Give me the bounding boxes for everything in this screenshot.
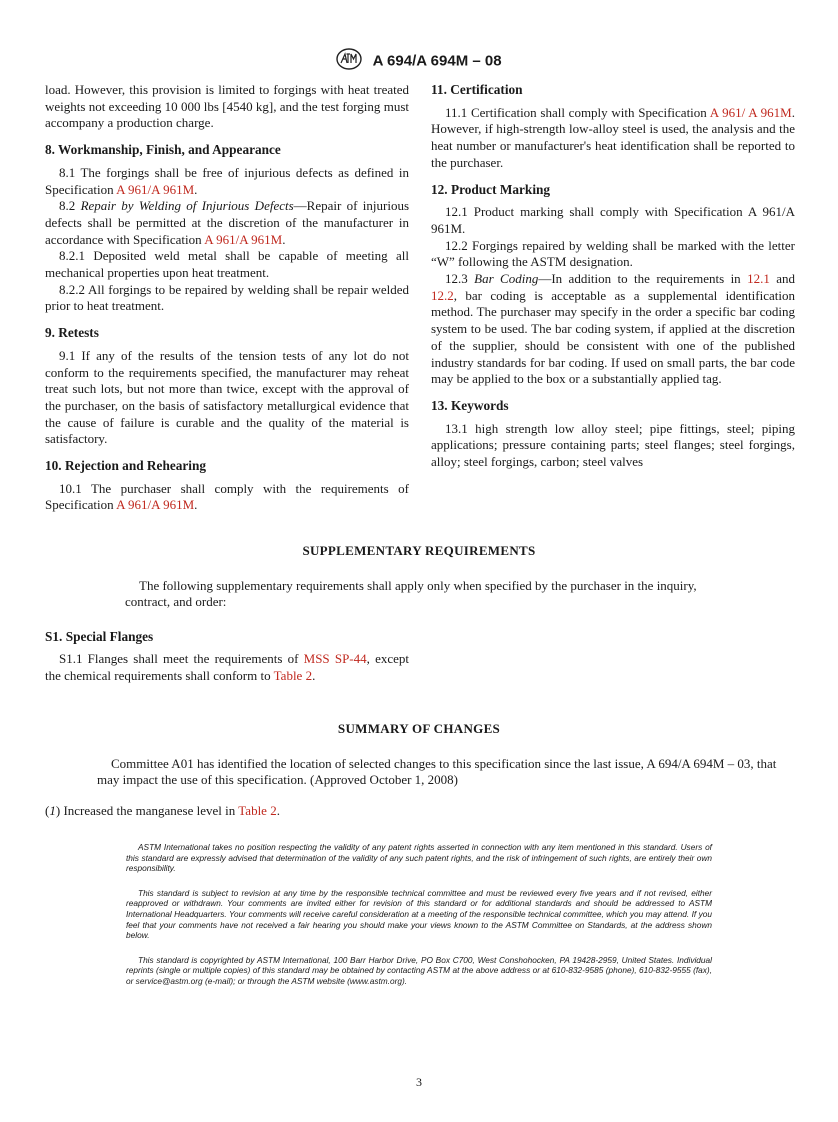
astm-notices: [126, 842, 712, 1001]
paragraph-s1-1: S1.1 Flanges shall meet the requirements of MSS SP-44, except the chemical requirements shall conform to Table 2.: [45, 650, 410, 683]
ref-a961-link[interactable]: A 961/ A 961M: [709, 104, 792, 120]
page-header: [0, 48, 838, 74]
document-designation: A 694/A 694M – 08: [372, 52, 502, 70]
summary-item: (1) Increased the manganese level in Table 2.: [45, 803, 280, 819]
supplementary-requirements: [45, 543, 793, 684]
summary-title: SUMMARY OF CHANGES: [337, 721, 501, 736]
ref-a961-link[interactable]: A 961/A 961M: [116, 181, 195, 197]
ref-table-2-link[interactable]: Table 2: [238, 803, 277, 819]
ref-12-2-link[interactable]: 12.2: [431, 287, 454, 303]
paragraph-8-2-1: 8.2.1 Deposited weld metal shall be capable of meeting all mechanical properties upon heat treatment.: [45, 248, 409, 281]
left-column: [45, 82, 409, 514]
supplementary-intro: The following supplementary requirements shall apply only when specified by the purchaser in the inquiry, contract, and order:: [125, 577, 697, 610]
paragraph-12-1: 12.1 Product marking shall comply with Specification A 961/A 961M.: [431, 204, 795, 236]
ref-a961-link[interactable]: A 961/A 961M: [116, 497, 195, 513]
section-10-heading: 10. Rejection and Rehearing: [45, 458, 207, 474]
summary-intro: Committee A01 has identified the location of selected changes to this specification since the last issue, A 694/A 694M – 03, that may impact the use of this specification. (Approved October 1, 2008): [97, 755, 777, 788]
copyright-notice: This standard is copyrighted by ASTM International, 100 Barr Harbor Drive, PO Box C700, West Conshohocken, PA 19428-2959, United States. Individual reprints (single or multiple copies) of this standard may be obtained by contacting ASTM at the above address or at 610-832-9585 (phone), 610-832-9555 (fax), or service@astm.org (e-mail); or through the ASTM website (www.astm.org).: [126, 954, 712, 986]
page-number: 3: [416, 1075, 422, 1089]
paragraph-8-2: 8.2 Repair by Welding of Injurious Defects—Repair of injurious defects shall be permitted at the discretion of the manufacturer in accordance with Specification A 961/A 961M.: [45, 198, 409, 247]
paragraph-11-1: 11.1 Certification shall comply with Specification A 961/ A 961M. However, if high-strength low-alloy steel is used, the analysis and the heat number or manufacturer's heat identification shall be reported to the purchaser.: [431, 104, 795, 170]
section-8-heading: 8. Workmanship, Finish, and Appearance: [45, 142, 281, 158]
paragraph-8-1: 8.1 The forgings shall be free of injurious defects as defined in Specification A 961/A 961M.: [45, 164, 409, 197]
revision-notice: This standard is subject to revision at any time by the responsible technical committee and must be reviewed every five years and if not revised, either reapproved or withdrawn. Your comments are invited either for revision of this standard or for additional standards and should be addressed to ASTM International Headquarters. Your comments will receive careful consideration at a meeting of the responsible technical committee, which you may attend. If you feel that your comments have not received a fair hearing you should make your views known to the ASTM Committee on Standards, at the address shown below.: [126, 887, 712, 941]
section-9-heading: 9. Retests: [45, 325, 99, 341]
astm-logo-icon: [336, 48, 362, 74]
section-13-heading: 13. Keywords: [431, 397, 509, 413]
summary-of-changes: [45, 721, 793, 820]
paragraph-12-3: 12.3 Bar Coding—In addition to the requirements in 12.1 and 12.2, bar coding is acceptable as a supplemental identification method. The purchaser may specify in the order a specific bar coding system to be used. The bar coding system, if applied at the discretion of the supplier, should be consistent with one of the published industry standards for bar coding. If used on small parts, the bar code may be applied to the box or a substantially applied tag.: [431, 271, 795, 387]
paragraph-8-2-2: 8.2.2 All forgings to be repaired by welding shall be repair welded prior to heat treatment.: [45, 281, 409, 314]
right-column: [431, 82, 795, 471]
paragraph-12-2: 12.2 Forgings repaired by welding shall be marked with the letter “W” following the ASTM designation.: [431, 237, 795, 270]
paragraph-9-1: 9.1 If any of the results of the tension tests of any lot do not conform to the requirements specified, the manufacturer may reheat treat such lots, but not more than twice, except with the approval of the purchaser, on the basis of satisfactory metallurgical evidence that the cause of failure is curable and the quality of the material is satisfactory.: [45, 347, 409, 447]
patent-notice: ASTM International takes no position respecting the validity of any patent rights asserted in connection with any item mentioned in this standard. Users of this standard are expressly advised that determination of the validity of any such patent rights, and the risk of infringement of such rights, are entirely their own responsibility.: [126, 842, 712, 874]
ref-table-2-link[interactable]: Table 2: [273, 667, 313, 683]
paragraph-10-1: 10.1 The purchaser shall comply with the requirements of Specification A 961/A 961M.: [45, 480, 409, 513]
paragraph-13-1: 13.1 high strength low alloy steel; pipe fittings, steel; piping applications; pressure containing parts; steel flanges; steel forgings, alloy; steel forgings, carbon; steel valves: [431, 420, 795, 470]
continued-paragraph: load. However, this provision is limited to forgings with heat treated weights not exceeding 10 000 lbs [4540 kg], and the test forging must accompany a production charge.: [45, 82, 409, 131]
ref-mss-sp44-link[interactable]: MSS SP-44: [303, 650, 367, 666]
ref-a961-link[interactable]: A 961/A 961M: [204, 231, 283, 247]
ref-12-1-link[interactable]: 12.1: [747, 271, 770, 287]
section-11-heading: 11. Certification: [431, 82, 523, 97]
supplementary-title: SUPPLEMENTARY REQUIREMENTS: [302, 543, 536, 558]
s1-heading: S1. Special Flanges: [45, 629, 154, 645]
section-12-heading: 12. Product Marking: [431, 181, 551, 197]
